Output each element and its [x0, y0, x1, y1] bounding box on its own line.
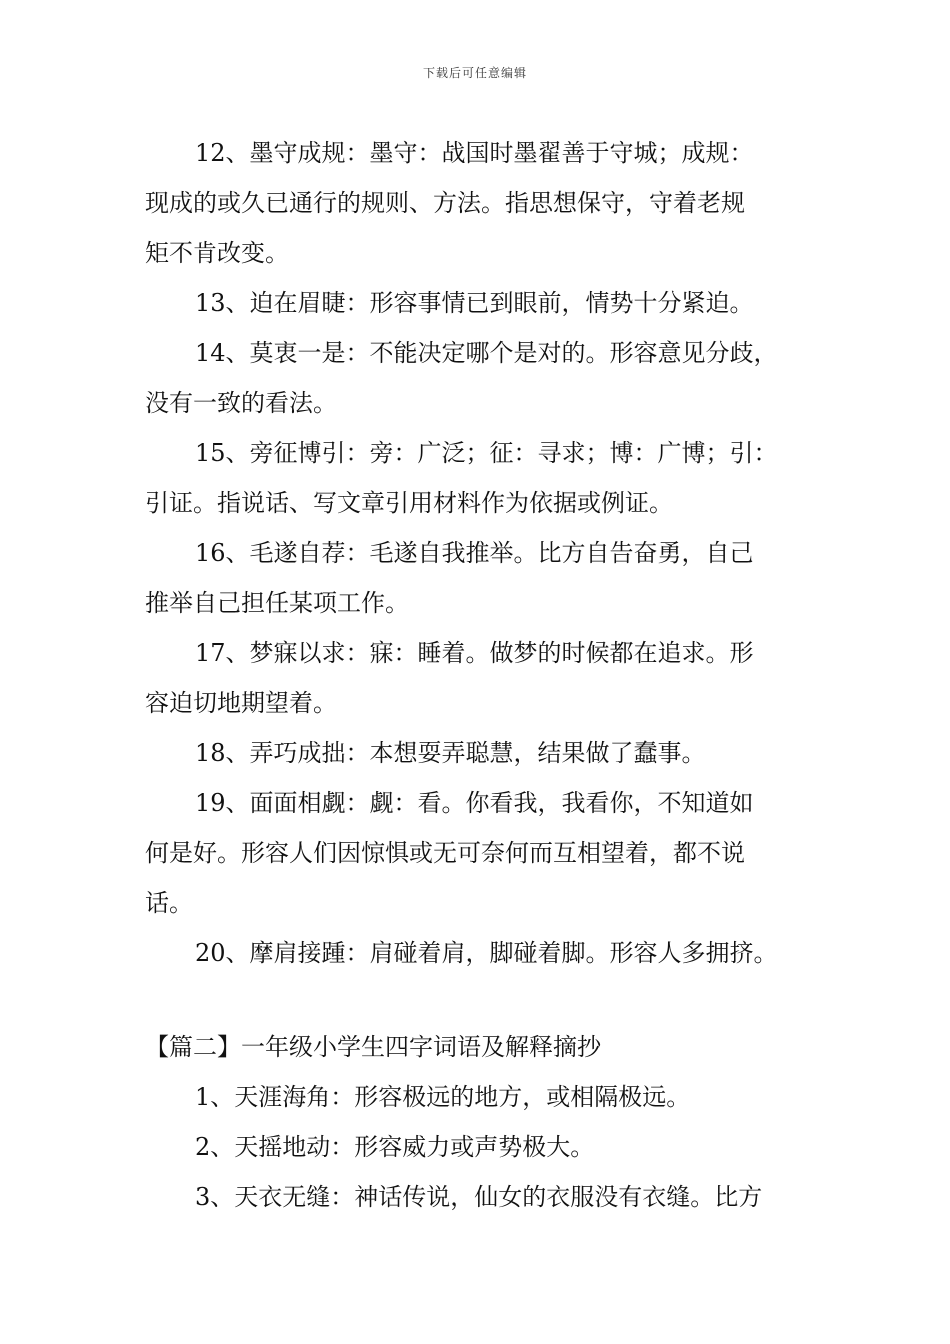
text-line: 3、天衣无缝：神话传说，仙女的衣服没有衣缝。比方 [195, 1183, 763, 1211]
text-line: 现成的或久已通行的规则、方法。指思想保守，守着老规 [145, 189, 745, 217]
text-line: 话。 [145, 889, 193, 917]
text-line: 何是好。形容人们因惊惧或无可奈何而互相望着，都不说 [145, 839, 745, 867]
text-line: 20、摩肩接踵：肩碰着肩，脚碰着脚。形容人多拥挤。 [195, 939, 778, 967]
text-line: 16、毛遂自荐：毛遂自我推举。比方自告奋勇，自己 [195, 539, 754, 567]
document-body [145, 128, 825, 1222]
text-line: 容迫切地期望着。 [145, 689, 337, 717]
section-gap [145, 978, 825, 1022]
text-line: 15、旁征博引：旁：广泛；征：寻求；博：广博；引： [195, 439, 778, 467]
text-line: 17、梦寐以求：寐：睡着。做梦的时候都在追求。形 [195, 639, 754, 667]
page-header: 下载后可任意编辑 [422, 66, 527, 80]
text-line: 19、面面相觑：觑：看。你看我，我看你，不知道如 [195, 789, 754, 817]
text-line: 矩不肯改变。 [145, 239, 289, 267]
text-line: 14、莫衷一是：不能决定哪个是对的。形容意见分歧， [195, 339, 778, 367]
text-line: 没有一致的看法。 [145, 389, 337, 417]
text-line: 13、迫在眉睫：形容事情已到眼前，情势十分紧迫。 [195, 289, 754, 317]
text-line: 1、天涯海角：形容极远的地方，或相隔极远。 [195, 1083, 691, 1111]
text-line: 18、弄巧成拙：本想耍弄聪慧，结果做了蠢事。 [195, 739, 706, 767]
text-line: 2、天摇地动：形容威力或声势极大。 [195, 1133, 595, 1161]
idiom-list-section-1 [145, 128, 825, 978]
section-2-heading: 【篇二】一年级小学生四字词语及解释摘抄 [145, 1033, 601, 1061]
text-line: 引证。指说话、写文章引用材料作为依据或例证。 [145, 489, 673, 517]
idiom-list-section-2 [145, 1072, 825, 1222]
text-line: 推举自己担任某项工作。 [145, 589, 409, 617]
text-line: 12、墨守成规：墨守：战国时墨翟善于守城；成规： [195, 139, 754, 167]
